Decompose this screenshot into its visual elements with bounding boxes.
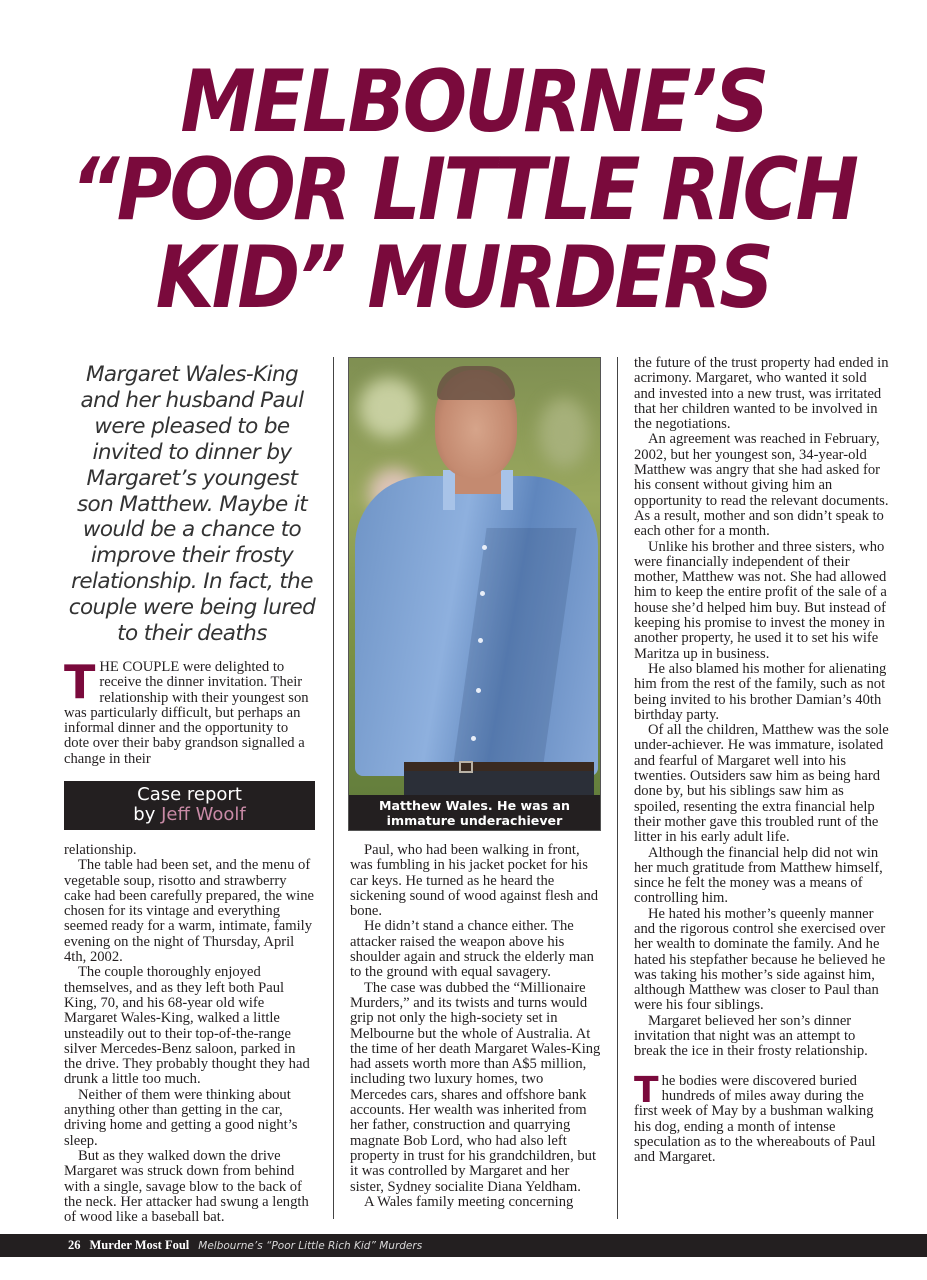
page-footer — [0, 1234, 927, 1257]
paragraph: He didn’t stand a chance either. The attacker raised the weapon above his shoulder again and struck the elderly man to the ground with equal savagery. — [350, 918, 594, 981]
byline-author: Jeff Woolf — [161, 804, 246, 825]
paragraph: A Wales family meeting concerning — [364, 1193, 574, 1210]
paragraph: An agreement was reached in February, 2002, but her youngest son, 34-year-old Matthew was angry that she had asked for his consent without giving him an opportunity to read the relevant documents. As a result, mother and son didn’t speak to each other for a month. — [634, 431, 889, 540]
intro-text: HE COUPLE were delighted to receive the dinner invitation. Their relationship with their youngest son was particularly difficult, but perhaps an informal dinner and the opportunity to dote over their baby grandson signalled a change in their — [64, 659, 309, 767]
page-number: 26 — [68, 1238, 81, 1252]
column-1-body — [64, 843, 316, 1225]
byline-box — [64, 781, 315, 830]
photo-caption — [349, 795, 600, 830]
paragraph: The case was dubbed the “Millionaire Murders,” and its twists and turns would grip not only the high-society set in Melbourne but the whole of Australia. At the time of her death Margaret Wales-King had assets worth more than A$5 million, including two luxury homes, two Mercedes cars, shares and offshore bank accounts. Her wealth was inherited from her father, construction and quarrying magnate Bob Lord, who had also left property in trust for his grandchildren, but it was controlled by Margaret and her sister, Sydney socialite Diana Yeldham. — [350, 979, 601, 1195]
caption-line-2: immature underachiever — [386, 813, 563, 828]
paragraph: Unlike his brother and three sisters, who were financially independent of their mother, Matthew was not. She had allowed him to keep the entire profit of the sale of a house she’d helped him buy. But instead of keeping his promise to invest the money in another property, he used it to set his wife Maritza up in business. — [634, 538, 887, 662]
paragraph: the future of the trust property had ended in acrimony. Margaret, who wanted it sold and invested into a new trust, was irritated that her children wanted to be involved in the negotiations. — [634, 355, 889, 433]
caption-line-1: Matthew Wales. He was an — [378, 798, 570, 813]
section-text: he bodies were discovered buried hundreds of miles away during the first week of May by a bushman walking his dog, ending a month of intense speculation as to the whereabouts of Paul and Margaret. — [634, 1072, 876, 1166]
photo-background — [359, 378, 419, 438]
paragraph: He also blamed his mother for alienating him from the rest of the family, such as not being invited to his brother Damian’s 40th birthday party. — [634, 660, 887, 723]
drop-cap: T — [64, 655, 96, 709]
headline — [0, 52, 927, 328]
byline-by: by — [133, 804, 162, 825]
paragraph: The couple thoroughly enjoyed themselves, and as they left both Paul King, 70, and his 68-year old wife Margaret Wales-King, walked a little unsteadily out to their top-of-the-range silver Mercedes-Benz saloon, parked in the drive. They probably thought they had drunk a little too much. — [64, 964, 310, 1088]
paragraph: Margaret believed her son’s dinner invitation that night was an attempt to break the ice in their frosty relationship. — [634, 1012, 868, 1060]
headline-line-3: KID” MURDERS — [155, 228, 772, 328]
column-2-body — [350, 843, 602, 1210]
column-divider — [617, 357, 618, 1219]
intro-paragraph — [64, 655, 316, 767]
headline-line-2: “POOR LITTLE RICH — [70, 140, 857, 240]
magazine-name: Murder Most Foul — [89, 1238, 190, 1252]
section-paragraph — [634, 1069, 890, 1166]
paragraph: Of all the children, Matthew was the sole under-achiever. He was immature, isolated and fearful of Margaret well into his twenties. Outsiders saw him as being hard done by, but his siblings saw him as spoiled, resenting the extra financial help their mother gave this troubled runt of the litter in his early adult life. — [634, 722, 889, 846]
paragraph: But as they walked down the drive Margaret was struck down from behind with a single, savage blow to the back of the neck. Her attacker had swung a length of wood like a baseball bat. — [64, 1147, 309, 1226]
paragraph: The table had been set, and the menu of vegetable soup, risotto and strawberry cake had been carefully prepared, the wine chosen for its vintage and everything seemed ready for a warm, intimate, family evening on the night of Thursday, April 4th, 2002. — [64, 857, 314, 966]
paragraph: Neither of them were thinking about anything other than getting in the car, driving home and getting a good night’s sleep. — [64, 1086, 298, 1149]
paragraph: Paul, who had been walking in front, was fumbling in his jacket pocket for his car keys. He turned as he heard the sickening sound of wood against flesh and bone. — [350, 842, 599, 920]
paragraph: Although the financial help did not win her much gratitude from Matthew himself, since he felt the money was a means of controlling him. — [634, 844, 883, 907]
drop-cap: T — [634, 1069, 659, 1111]
column-3-body — [634, 356, 890, 1165]
headline-line-1: MELBOURNE’S — [180, 52, 767, 152]
standfirst: Margaret Wales-King and her husband Paul were pleased to be invited to dinner by Margaret’s youngest son Matthew. Maybe it would be a chance to improve their frosty relationship. In fact, the couple were being lured to their deaths — [68, 362, 316, 647]
paragraph: relationship. — [64, 842, 137, 858]
paragraph: He hated his mother’s queenly manner and the rigorous control she exercised over her wealth to dominate the family. And he hated his stepfather because he believed he was taking his mother’s side against him, although Matthew was closer to Paul than were his four siblings. — [634, 905, 886, 1014]
column-divider — [333, 357, 334, 1219]
portrait-photo — [348, 357, 601, 831]
article-title: Melbourne’s “Poor Little Rich Kid” Murders — [198, 1240, 423, 1252]
byline-title: Case report — [137, 784, 242, 805]
column-1-intro — [64, 655, 316, 767]
